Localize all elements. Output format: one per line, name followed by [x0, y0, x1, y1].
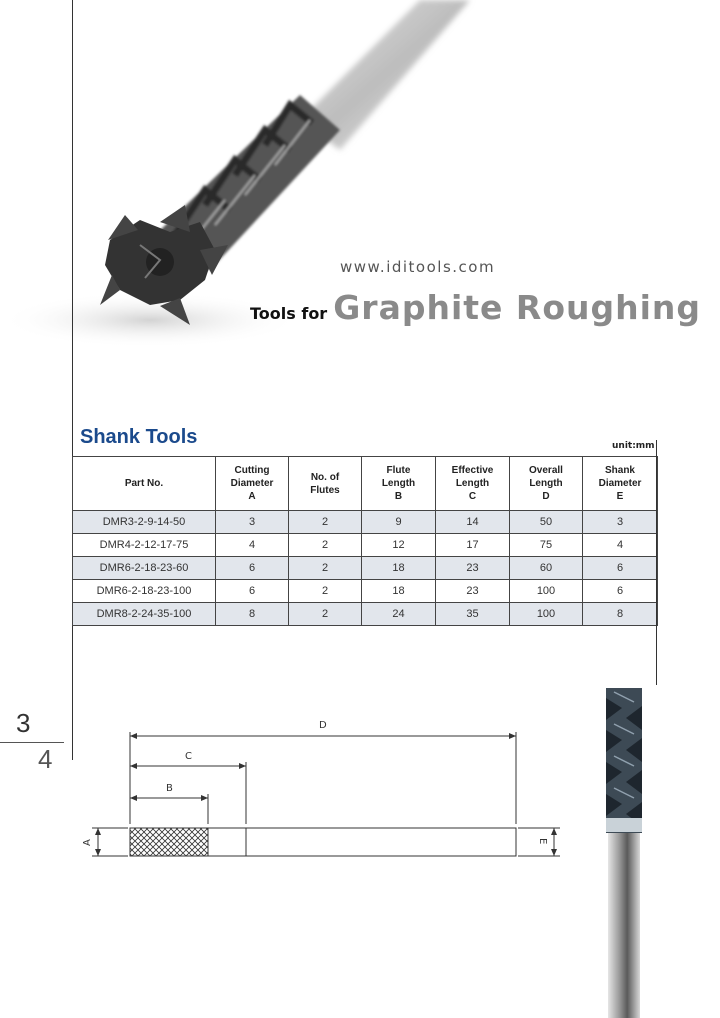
dimension-drawing	[78, 712, 568, 872]
cell-flutes: 2	[289, 603, 362, 626]
cell-cutting-diameter: 6	[216, 580, 289, 603]
cell-flute-length: 18	[362, 557, 436, 580]
label-e: E	[537, 838, 548, 845]
section-title: Shank Tools	[80, 426, 198, 448]
header-overall-length: Overall Length D	[510, 457, 583, 511]
cell-overall-length: 100	[510, 603, 583, 626]
cell-shank-diameter: 6	[583, 580, 658, 603]
cell-part-no: DMR6-2-18-23-100	[73, 580, 216, 603]
page-number-current: 3	[16, 708, 31, 738]
cell-shank-diameter: 6	[583, 557, 658, 580]
cell-effective-length: 23	[436, 557, 510, 580]
cell-shank-diameter: 3	[583, 511, 658, 534]
cell-flute-length: 12	[362, 534, 436, 557]
cell-effective-length: 17	[436, 534, 510, 557]
table-row	[73, 557, 658, 580]
label-b: B	[166, 783, 173, 794]
header-effective-length: Effective Length C	[436, 457, 510, 511]
cell-part-no: DMR6-2-18-23-60	[73, 557, 216, 580]
cell-effective-length: 35	[436, 603, 510, 626]
table-row	[73, 603, 658, 626]
unit-label: unit:mm	[612, 441, 655, 451]
tagline	[250, 288, 701, 327]
cell-overall-length: 100	[510, 580, 583, 603]
table-header-row	[73, 457, 658, 511]
table-row	[73, 580, 658, 603]
cell-part-no: DMR3-2-9-14-50	[73, 511, 216, 534]
cell-flute-length: 18	[362, 580, 436, 603]
label-a: A	[82, 839, 93, 846]
cell-shank-diameter: 4	[583, 534, 658, 557]
header-flute-length: Flute Length B	[362, 457, 436, 511]
cell-flutes: 2	[289, 557, 362, 580]
table-row	[73, 534, 658, 557]
header-shank-diameter: Shank Diameter E	[583, 457, 658, 511]
tagline-title: Graphite Roughing	[333, 288, 702, 327]
cell-effective-length: 23	[436, 580, 510, 603]
header-part-no: Part No.	[73, 457, 216, 511]
right-margin-rule	[656, 440, 657, 685]
spec-table	[72, 456, 658, 626]
cell-part-no: DMR8-2-24-35-100	[73, 603, 216, 626]
website-url: www.iditools.com	[340, 258, 496, 276]
cell-cutting-diameter: 3	[216, 511, 289, 534]
cell-cutting-diameter: 4	[216, 534, 289, 557]
cell-overall-length: 50	[510, 511, 583, 534]
page-number-divider	[0, 742, 64, 743]
tagline-prefix: Tools for	[250, 304, 328, 323]
cell-flutes: 2	[289, 534, 362, 557]
cell-flute-length: 9	[362, 511, 436, 534]
left-margin-rule	[72, 0, 73, 760]
header-flutes: No. of Flutes	[289, 457, 362, 511]
label-d: D	[319, 720, 327, 731]
cell-cutting-diameter: 8	[216, 603, 289, 626]
cell-shank-diameter: 8	[583, 603, 658, 626]
cell-flutes: 2	[289, 580, 362, 603]
label-c: C	[185, 751, 192, 762]
side-endmill-photo	[600, 688, 650, 1018]
cell-part-no: DMR4-2-12-17-75	[73, 534, 216, 557]
cell-effective-length: 14	[436, 511, 510, 534]
page-number-next: 4	[38, 744, 53, 774]
cell-overall-length: 75	[510, 534, 583, 557]
table-row	[73, 511, 658, 534]
header-cutting-diameter: Cutting Diameter A	[216, 457, 289, 511]
cell-flutes: 2	[289, 511, 362, 534]
cell-cutting-diameter: 6	[216, 557, 289, 580]
cell-overall-length: 60	[510, 557, 583, 580]
cell-flute-length: 24	[362, 603, 436, 626]
